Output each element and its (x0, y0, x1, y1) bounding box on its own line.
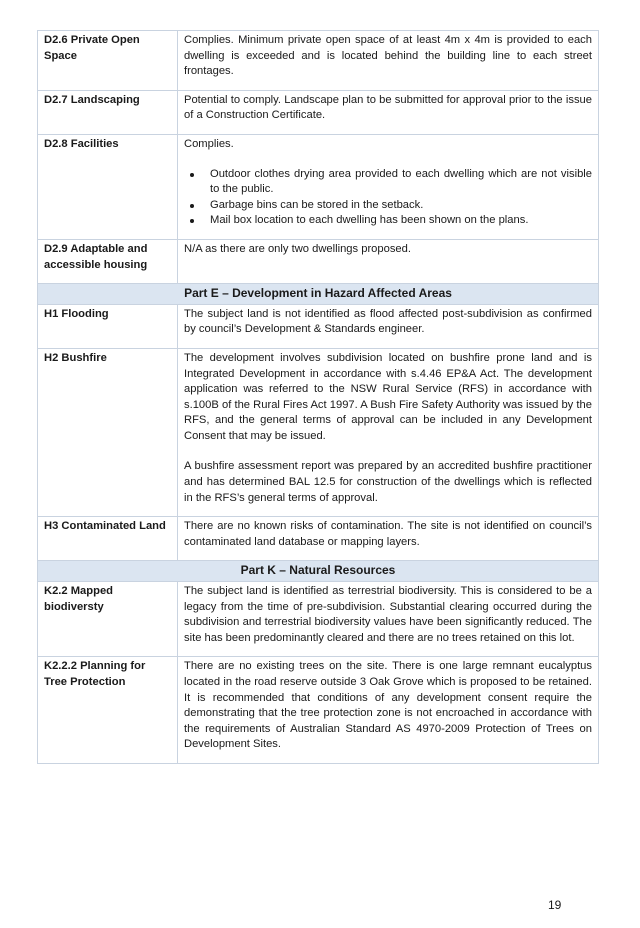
table-row (38, 239, 599, 283)
comment-paragraph: Complies. (184, 137, 234, 150)
list-item: Garbage bins can be stored in the setback. (210, 198, 592, 214)
comment-paragraph: There are no known risks of contamination. The site is not identified on council’s contaminated land database or mapping layers. (184, 520, 592, 548)
comment-paragraph: Complies. Minimum private open space of at least 4m x 4m is provided to each dwelling is exceeded and is located behind the building line to each street frontages. (184, 34, 592, 78)
table-row (38, 348, 599, 516)
assessment-comment (178, 582, 599, 657)
assessment-table (37, 30, 599, 764)
table-row (38, 657, 599, 764)
assessment-comment (178, 90, 599, 134)
control-label: K2.2 Mapped biodiversty (38, 582, 178, 657)
section-header-row (38, 284, 599, 305)
page-number: 19 (548, 898, 562, 912)
control-label: H2 Bushfire (38, 348, 178, 516)
assessment-comment (178, 348, 599, 516)
assessment-comment (178, 657, 599, 764)
control-label: D2.9 Adaptable and accessible housing (38, 239, 178, 283)
control-label: K2.2.2 Planning for Tree Protection (38, 657, 178, 764)
assessment-comment (178, 304, 599, 348)
assessment-table-body (38, 31, 599, 764)
assessment-comment (178, 134, 599, 239)
assessment-comment (178, 239, 599, 283)
control-label: D2.6 Private Open Space (38, 31, 178, 91)
comment-paragraph: The subject land is identified as terrestrial biodiversity. This is considered to be a legacy from the time of pre-subdivision. Substantial clearing occurred during the subdivision and terrestrial biodiversity values have been significantly reduced. The site has been predominantly cleared and there are no trees retained on this lot. (184, 585, 592, 644)
assessment-comment (178, 517, 599, 561)
table-row (38, 517, 599, 561)
section-heading: Part K – Natural Resources (38, 561, 599, 582)
comment-paragraph: There are no existing trees on the site. There is one large remnant eucalyptus located in the road reserve outside 3 Oak Grove which is proposed to be retained. It is recommended that conditions of any development consent require the demonstrating that the tree protection zone is not encroached in accordance with the requirements of Australian Standard AS 4970-2009 Protection of Trees on Development Sites. (184, 660, 592, 751)
list-item: Outdoor clothes drying area provided to each dwelling which are not visible to the public. (210, 167, 592, 198)
comment-paragraph: The development involves subdivision located on bushfire prone land and is Integrated Development in accordance with s.4.46 EP&A Act. The development application was referred to the NSW Rural Service (RFS) in accordance with s.100B of the Rural Fires Act 1997. A Bush Fire Safety Authority was issued by the RFS, and the general terms of approval can be included in any Development Consent that may be issued. (184, 351, 592, 442)
bullet-list (184, 167, 592, 229)
section-header-row (38, 561, 599, 582)
control-label: H3 Contaminated Land (38, 517, 178, 561)
table-row (38, 304, 599, 348)
table-row (38, 31, 599, 91)
control-label: H1 Flooding (38, 304, 178, 348)
comment-paragraph: Potential to comply. Landscape plan to be submitted for approval prior to the issue of a Construction Certificate. (184, 93, 592, 122)
table-row (38, 90, 599, 134)
assessment-comment (178, 31, 599, 91)
table-row (38, 582, 599, 657)
control-label: D2.7 Landscaping (38, 90, 178, 134)
table-row (38, 134, 599, 239)
comment-paragraph: A bushfire assessment report was prepared by an accredited bushfire practitioner and has determined BAL 12.5 for construction of the dwellings which is reflected in the RFS’s general terms of approval. (184, 460, 592, 504)
comment-paragraph: The subject land is not identified as flood affected post-subdivision as confirmed by council’s Development & Standards engineer. (184, 307, 592, 336)
control-label: D2.8 Facilities (38, 134, 178, 239)
comment-paragraph: N/A as there are only two dwellings proposed. (184, 242, 411, 255)
list-item: Mail box location to each dwelling has been shown on the plans. (210, 213, 592, 229)
section-heading: Part E – Development in Hazard Affected Areas (38, 284, 599, 305)
